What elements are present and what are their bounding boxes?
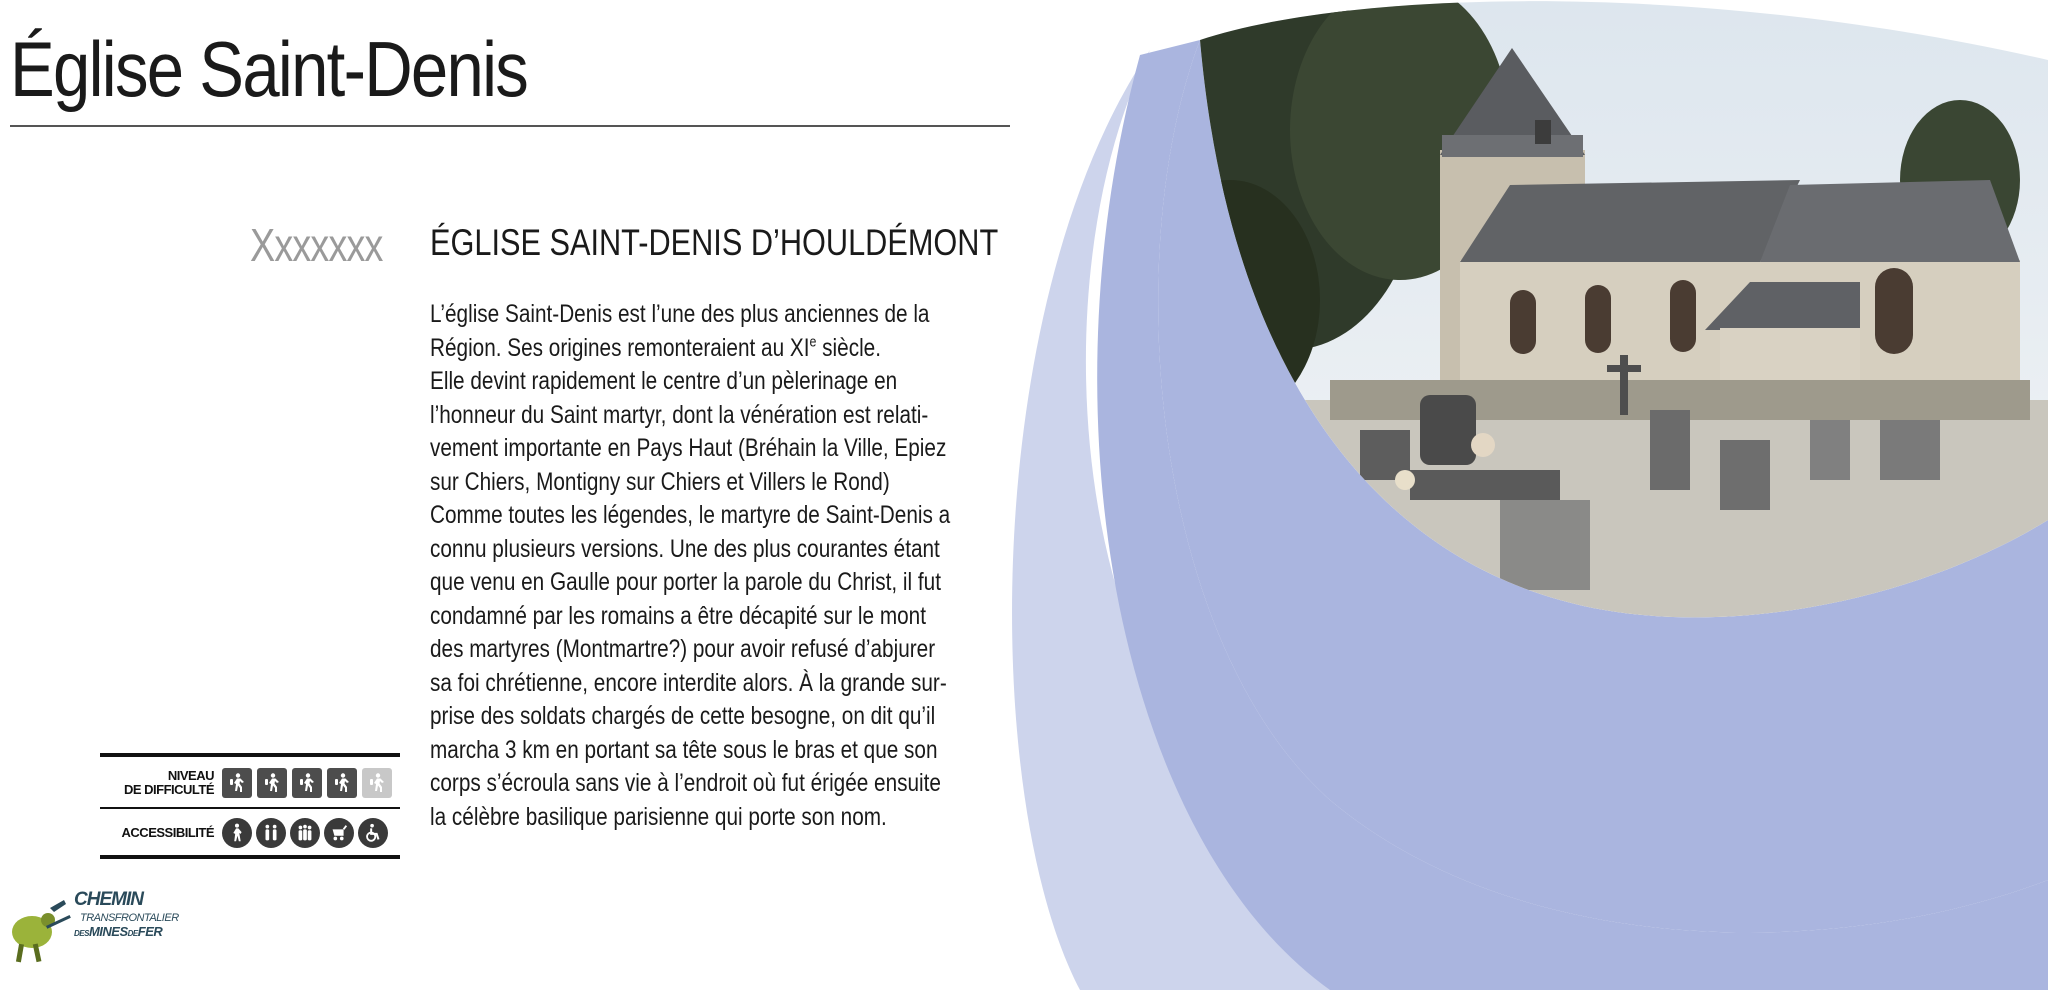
hiker-icon <box>222 768 252 798</box>
accessibility-icons <box>222 818 388 848</box>
body-line: condamné par les romains a être décapité sur le mont <box>430 601 926 630</box>
group-icon <box>290 818 320 848</box>
chemin-logo <box>4 890 194 970</box>
hiker-icon <box>257 768 287 798</box>
miner-logo-icon <box>4 890 74 970</box>
walker-icon <box>222 818 252 848</box>
rating-divider <box>100 807 400 809</box>
body-line: corps s’écroula sans vie à l’endroit où fut érigée ensuite <box>430 769 941 797</box>
accessibility-label: ACCESSIBILITÉ <box>121 825 214 840</box>
body-line: Comme toutes les légendes, le martyre de Saint-Denis a <box>430 501 951 529</box>
family-icon <box>256 818 286 848</box>
rating-divider <box>100 753 400 757</box>
body-line: sur Chiers, Montigny sur Chiers et Villers le Rond) <box>430 467 890 496</box>
difficulty-label: NIVEAU DE DIFFICULTÉ <box>123 768 214 797</box>
difficulty-level <box>222 768 392 798</box>
body-line: prise des soldats chargés de cette besogne, on dit qu’il <box>430 702 936 730</box>
difficulty-row <box>100 763 400 803</box>
page-title: Église Saint-Denis <box>10 25 528 113</box>
hiker-icon <box>292 768 322 798</box>
hiker-icon <box>362 768 392 798</box>
body-line: L’église Saint-Denis est l’une des plus anciennes de la <box>430 300 930 328</box>
rating-box <box>100 753 400 859</box>
body-line: l’honneur du Saint martyr, dont la vénération est relati- <box>430 400 929 429</box>
title-divider <box>10 125 1010 127</box>
stroller-icon <box>324 818 354 848</box>
section-placeholder: Xxxxxxx <box>250 219 383 271</box>
body-line: vement importante en Pays Haut (Bréhain la Ville, Epiez <box>430 434 947 462</box>
rating-divider <box>100 855 400 859</box>
logo-text: CHEMIN TRANSFRONTALIER DESMINESDEFER <box>74 889 179 939</box>
body-line: que venu en Gaulle pour porter la parole du Christ, il fut <box>430 568 941 596</box>
body-line: marcha 3 km en portant sa tête sous le bras et que son <box>430 735 938 764</box>
body-line: Région. Ses origines remonteraient au XIe siècle. <box>430 333 881 362</box>
accessibility-row <box>100 813 400 853</box>
body-line: la célèbre basilique parisienne qui porte son nom. <box>430 802 887 831</box>
body-text <box>430 298 1003 834</box>
section-heading: ÉGLISE SAINT-DENIS D’HOULDÉMONT <box>430 222 999 263</box>
superscript: e <box>809 333 817 351</box>
wheelchair-icon <box>358 818 388 848</box>
body-line: sa foi chrétienne, encore interdite alors. À la grande sur- <box>430 668 947 697</box>
body-line: des martyres (Montmartre?) pour avoir refusé d’abjurer <box>430 635 936 663</box>
body-line: connu plusieurs versions. Une des plus courantes étant <box>430 534 940 563</box>
hiker-icon <box>327 768 357 798</box>
body-line: Elle devint rapidement le centre d’un pèlerinage en <box>430 367 898 395</box>
